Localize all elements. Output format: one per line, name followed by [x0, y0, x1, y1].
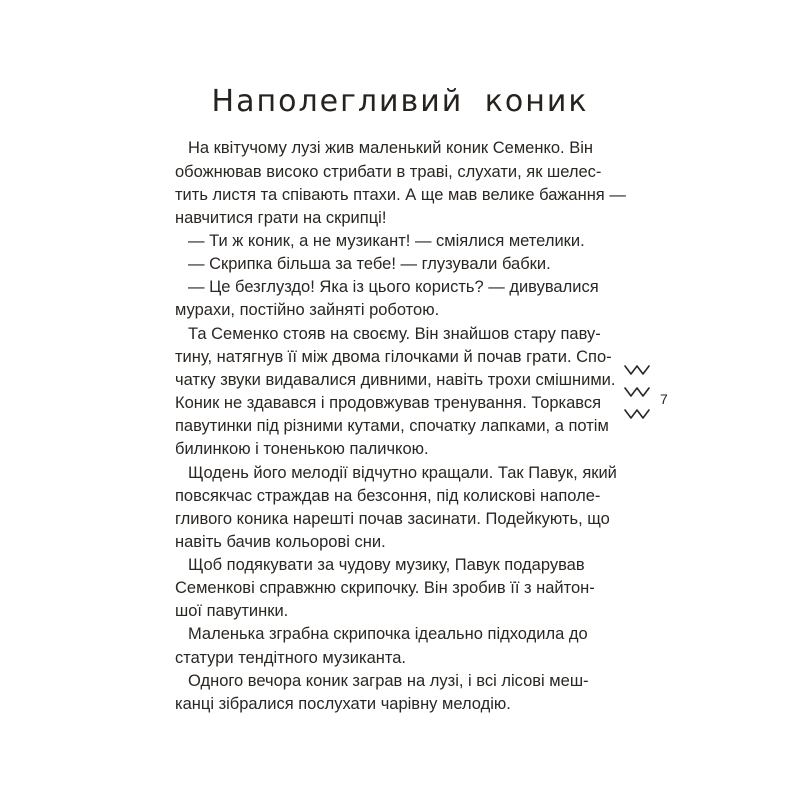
text-line: павутинки під різними кутами, спочатку лапками, а потім — [175, 417, 609, 435]
text-line: Семенкові справжню скрипочку. Він зробив її з найтон- — [175, 579, 595, 597]
page-number: 7 — [660, 391, 668, 407]
text-line: — Скрипка більша за тебе! — глузували бабки. — [188, 255, 551, 273]
text-line: навчитися грати на скрипці! — [175, 209, 387, 227]
text-line: навіть бачив кольорові сни. — [175, 533, 386, 551]
zigzag-ornament — [623, 384, 653, 400]
text-line: обожнював високо стрибати в траві, слухати, як шелес- — [175, 163, 602, 181]
text-line: — Ти ж коник, а не музикант! — сміялися метелики. — [188, 232, 585, 250]
text-line: тить листя та співають птахи. А ще мав велике бажання — — [175, 186, 626, 204]
text-line: канці зібралися послухати чарівну мелодію. — [175, 695, 511, 713]
text-line: мурахи, постійно зайняті роботою. — [175, 301, 440, 319]
text-line: Маленька зграбна скрипочка ідеально підходила до — [188, 625, 588, 643]
text-line: Щоб подякувати за чудову музику, Павук подарував — [188, 556, 585, 574]
text-line: Та Семенко стояв на своєму. Він знайшов стару паву- — [188, 325, 601, 343]
text-line: Одного вечора коник заграв на лузі, і всі лісові меш- — [188, 672, 589, 690]
text-line: чатку звуки видавалися дивними, навіть трохи смішними. — [175, 371, 616, 389]
text-line: тину, натягнув її між двома гілочками й почав грати. Спо- — [175, 348, 612, 366]
page-title: Наполегливий коник — [211, 84, 589, 119]
text-line: На квітучому лузі жив маленький коник Семенко. Він — [188, 139, 593, 157]
text-line: билинкою і тоненькою паличкою. — [175, 440, 429, 458]
text-line: Щодень його мелодії відчутно кращали. Так Павук, який — [188, 464, 617, 482]
zigzag-ornament — [623, 406, 653, 422]
text-line: шої павутинки. — [175, 602, 289, 620]
zigzag-ornament — [623, 362, 653, 378]
text-line: — Це безглуздо! Яка із цього користь? — дивувалися — [188, 278, 599, 296]
text-line: гливого коника нарешті почав засинати. Подейкують, що — [175, 510, 610, 528]
text-line: статури тендітного музиканта. — [175, 649, 406, 667]
text-line: Коник не здавався і продовжував тренування. Торкався — [175, 394, 602, 412]
text-line: повсякчас страждав на безсоння, під колискові наполе- — [175, 487, 601, 505]
